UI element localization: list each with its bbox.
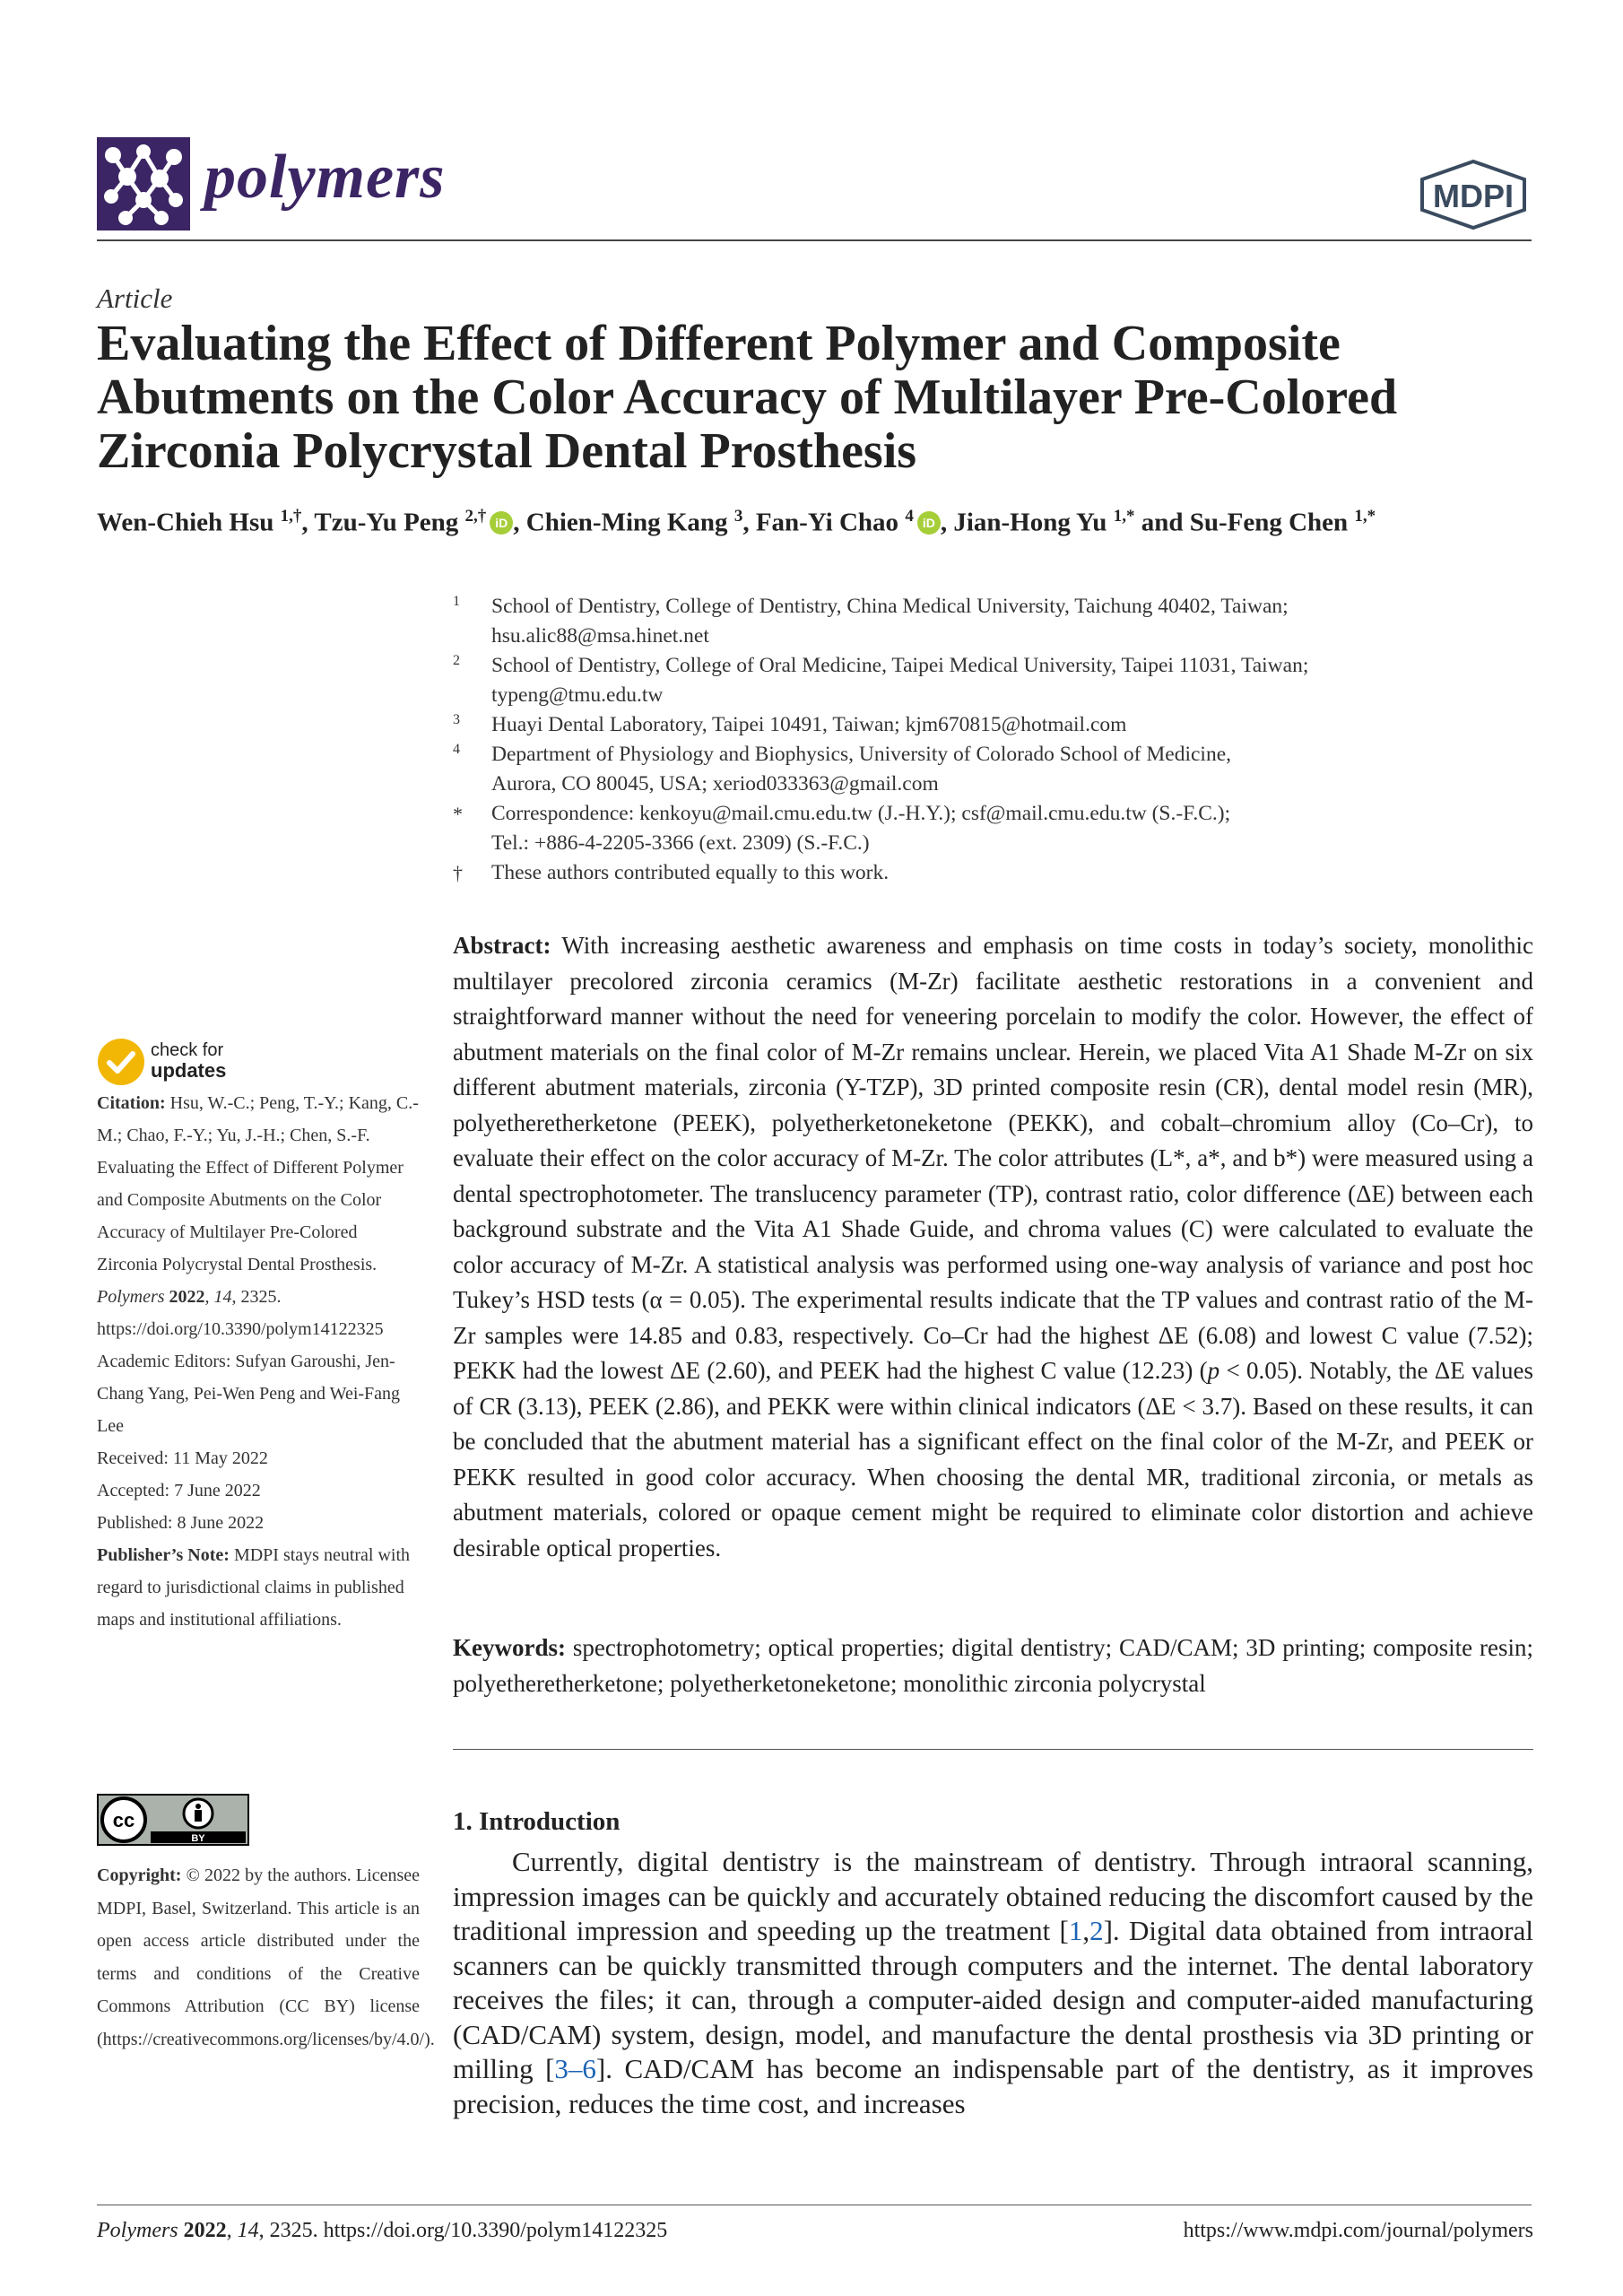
affiliation-line: Correspondence: kenkoyu@mail.cmu.edu.tw (J.-H.Y.); csf@mail.cmu.edu.tw (S.-F.C.); — [491, 802, 1231, 825]
keywords-label: Keywords: — [453, 1634, 566, 1661]
publisher-note — [97, 1539, 420, 1636]
affiliation-mark: 2 — [453, 653, 460, 668]
article-title — [97, 317, 1532, 478]
affiliation-line: Department of Physiology and Biophysics, University of Colorado School of Medicine, — [491, 743, 1232, 766]
article-type: Article — [97, 283, 173, 314]
author-affiliation-mark: 1,† — [280, 507, 302, 526]
footer-year: 2022 — [178, 2219, 227, 2242]
affiliation-mark: 1 — [453, 594, 460, 609]
check-updates-line1: check for — [151, 1040, 224, 1060]
affiliations — [453, 592, 1538, 888]
citation — [97, 1087, 420, 1345]
author-separator: , — [513, 508, 526, 537]
svg-text:MDPI: MDPI — [1433, 178, 1514, 214]
author-affiliation-mark: 2,† — [464, 507, 487, 526]
affiliation-line: typeng@tmu.edu.tw — [491, 683, 664, 707]
orcid-icon[interactable]: iD — [917, 511, 941, 535]
affiliation-line: Tel.: +886-4-2205-3366 (ext. 2309) (S.-F.C.) — [491, 831, 870, 855]
author-list — [97, 507, 1532, 538]
affiliation-mark: 4 — [453, 742, 460, 757]
title-line: Evaluating the Effect of Different Polymer and Composite — [97, 316, 1341, 371]
sidebar-info — [97, 1087, 420, 1636]
affiliation-line: Huayi Dental Laboratory, Taipei 10491, Taiwan; kjm670815@hotmail.com — [491, 713, 1127, 736]
footer-doi[interactable]: , 2325. https://doi.org/10.3390/polym14122325 — [258, 2219, 668, 2242]
cc-by-license-icon[interactable] — [97, 1794, 249, 1846]
footer-citation — [97, 2219, 667, 2243]
author-name: Jian-Hong Yu — [953, 508, 1107, 537]
abstract-text-end: < 0.05). Notably, the ΔE values of CR (3.13), PEEK (2.86), and PEKK were within clinical indicators (ΔE < 3.7). Based on these results, it can be concluded that the abutment material has a significant effect on the final color of the M-Zr, and PEEK or PEKK resulted in good color accuracy. When choosing the dental MR, traditional zirconia, or metals as abutment materials, colored or opaque cement might be required to eliminate color distortion and achieve desirable optical properties. — [453, 1357, 1533, 1561]
affiliation-item — [453, 651, 1538, 710]
affiliation-line: School of Dentistry, College of Oral Medicine, Taipei Medical University, Taipei 11031, Taiwan; — [491, 654, 1309, 677]
affiliation-item — [453, 799, 1538, 858]
reference-link[interactable]: 2 — [1089, 1915, 1104, 1946]
check-for-updates-button[interactable] — [151, 1040, 226, 1082]
affiliation-line: hsu.alic88@msa.hinet.net — [491, 624, 709, 648]
affiliation-item — [453, 740, 1538, 799]
svg-text:BY: BY — [191, 1833, 205, 1844]
header-divider — [97, 239, 1532, 241]
footer-journal: Polymers — [97, 2219, 178, 2242]
received-date: Received: 11 May 2022 — [97, 1448, 268, 1468]
check-for-updates-icon[interactable] — [97, 1038, 145, 1091]
keywords — [453, 1631, 1533, 1701]
author-affiliation-mark: 1,* — [1354, 507, 1376, 526]
footer-journal-url[interactable]: https://www.mdpi.com/journal/polymers — [1183, 2219, 1533, 2242]
published-date: Published: 8 June 2022 — [97, 1513, 265, 1533]
introduction-body — [453, 1845, 1533, 2121]
affiliation-line: School of Dentistry, College of Dentistry, China Medical University, Taichung 40402, Taiwan; — [491, 595, 1289, 618]
affiliation-line: These authors contributed equally to this work. — [491, 861, 890, 884]
abstract-divider — [453, 1749, 1533, 1750]
citation-label: Citation: — [97, 1093, 166, 1113]
affiliation-line: Aurora, CO 80045, USA; xeriod033363@gmail.com — [491, 772, 939, 796]
accepted-date: Accepted: 7 June 2022 — [97, 1481, 261, 1500]
copyright-text: © 2022 by the authors. Licensee MDPI, Basel, Switzerland. This article is an open access article distributed under the terms and conditions of the Creative Commons Attribution (CC BY) license (https://creativecommons.org/licenses/by/4.0/). — [97, 1866, 435, 2049]
title-line: Abutments on the Color Accuracy of Multilayer Pre-Colored — [97, 370, 1398, 425]
publisher-note-label: Publisher’s Note: — [97, 1545, 230, 1565]
affiliation-item — [453, 710, 1538, 740]
check-updates-line2: updates — [151, 1059, 227, 1082]
author-separator: , — [301, 508, 315, 537]
keywords-text: spectrophotometry; optical properties; digital dentistry; CAD/CAM; 3D printing; composite resin; polyetheretherketone; polyetherketoneketone; monolithic zirconia polycrystal — [453, 1634, 1533, 1697]
abstract — [453, 928, 1533, 1566]
section-heading: 1. Introduction — [453, 1807, 621, 1836]
editors-label: Academic Editors: — [97, 1352, 231, 1371]
title-line: Zirconia Polycrystal Dental Prosthesis — [97, 423, 917, 479]
abstract-label: Abstract: — [453, 932, 551, 959]
p-value-symbol: p — [1207, 1357, 1220, 1384]
reference-link[interactable]: 3–6 — [554, 2053, 596, 2084]
citation-volume: , 14 — [204, 1287, 232, 1307]
intro-text: Currently, digital dentistry is the mainstream of dentistry. Through intraoral scanning, impression images can be quickly and accurately obtained reducing the discomfort caused by the traditional impression and speeding up the treatment [ — [453, 1846, 1533, 1946]
intro-text: ]. Digital data obtained from intraoral scanners can be quickly transmitted through computers and the internet. The dental laboratory receives the files; it can, through a computer-aided design and computer-aided manufacturing (CAD/CAM) system, design, model, and manufacture the dental prosthesis via 3D printing or milling [ — [453, 1915, 1533, 2084]
copyright-label: Copyright: — [97, 1866, 182, 1885]
author-name: Su-Feng Chen — [1189, 508, 1349, 537]
journal-logo-icon — [97, 137, 190, 230]
copyright-notice — [97, 1859, 435, 2056]
editors-list: Sufyan Garoushi, Jen-Chang Yang, Pei-Wen Peng and Wei-Fang Lee — [97, 1352, 401, 1436]
footer-volume: , 14 — [226, 2219, 259, 2242]
svg-text:cc: cc — [112, 1809, 135, 1831]
author-name: Wen-Chieh Hsu — [97, 508, 274, 537]
orcid-icon[interactable]: iD — [490, 511, 513, 535]
citation-year: 2022 — [164, 1287, 205, 1307]
reference-link[interactable]: 1 — [1068, 1915, 1083, 1946]
affiliation-mark: * — [453, 803, 463, 825]
author-affiliation-mark: 3 — [733, 507, 743, 526]
author-name: Tzu-Yu Peng — [314, 508, 459, 537]
academic-editors — [97, 1345, 420, 1442]
author-name: Fan-Yi Chao — [755, 508, 899, 537]
abstract-text: With increasing aesthetic awareness and emphasis on time costs in today’s society, monolithic multilayer precolored zirconia ceramics (M-Zr) facilitate aesthetic restorations in a convenient and straightforward manner without the need for veneering porcelain to modify the color. However, the effect of abutment materials on the final color of M-Zr remains unclear. Herein, we placed Vita A1 Shade M-Zr on six different abutment materials, zirconia (Y-TZP), 3D printed composite resin (CR), dental model resin (MR), polyetheretherketone (PEEK), polyetherketoneketone (PEKK), and cobalt–chromium alloy (Co–Cr), to evaluate their effect on the color accuracy of M-Zr. The color attributes (L*, a*, and b*) were measured using a dental spectrophotometer. The translucency parameter (TP), contrast ratio, color difference (ΔE) between each background substrate and the Vita A1 Shade Guide, and chroma values (C) were calculated to evaluate the color accuracy of M-Zr. A statistical analysis was performed using one-way analysis of variance and post hoc Tukey’s HSD tests (α = 0.05). The experimental results indicate that the TP values and contrast ratio of the M-Zr samples were 14.85 and 0.83, respectively. Co–Cr had the highest ΔE (6.08) and lowest C value (7.52); PEKK had the lowest ΔE (2.60), and PEEK had the highest C value (12.23) ( — [453, 932, 1533, 1384]
affiliation-mark: 3 — [453, 712, 460, 727]
affiliation-item — [453, 858, 1538, 888]
author-name: Chien-Ming Kang — [525, 508, 728, 537]
journal-name: polymers — [204, 143, 446, 212]
citation-doi[interactable]: , 2325. https://doi.org/10.3390/polym14122325 — [97, 1287, 384, 1339]
author-separator: , — [940, 508, 954, 537]
author-separator: and — [1134, 508, 1190, 537]
affiliation-item — [453, 592, 1538, 651]
citation-text: Hsu, W.-C.; Peng, T.-Y.; Kang, C.-M.; Chao, F.-Y.; Yu, J.-H.; Chen, S.-F. Evaluating the Effect of Different Polymer and Composite Abutments on the Color Accuracy of Multilayer Pre-Colored Zirconia Polycrystal Dental Prosthesis. — [97, 1093, 419, 1274]
intro-text: , — [1082, 1915, 1090, 1946]
mdpi-logo-icon — [1415, 158, 1532, 236]
author-affiliation-mark: 4 — [905, 507, 914, 526]
publisher-note-text: MDPI stays neutral with regard to jurisdictional claims in published maps and institutional affiliations. — [97, 1545, 411, 1630]
author-affiliation-mark: 1,* — [1113, 507, 1135, 526]
author-separator: , — [742, 508, 756, 537]
affiliation-mark: † — [453, 862, 463, 884]
intro-text: ]. CAD/CAM has become an indispensable part of the dentistry, as it improves precision, reduces the time cost, and increases — [453, 2053, 1534, 2119]
citation-journal: Polymers — [97, 1287, 165, 1307]
